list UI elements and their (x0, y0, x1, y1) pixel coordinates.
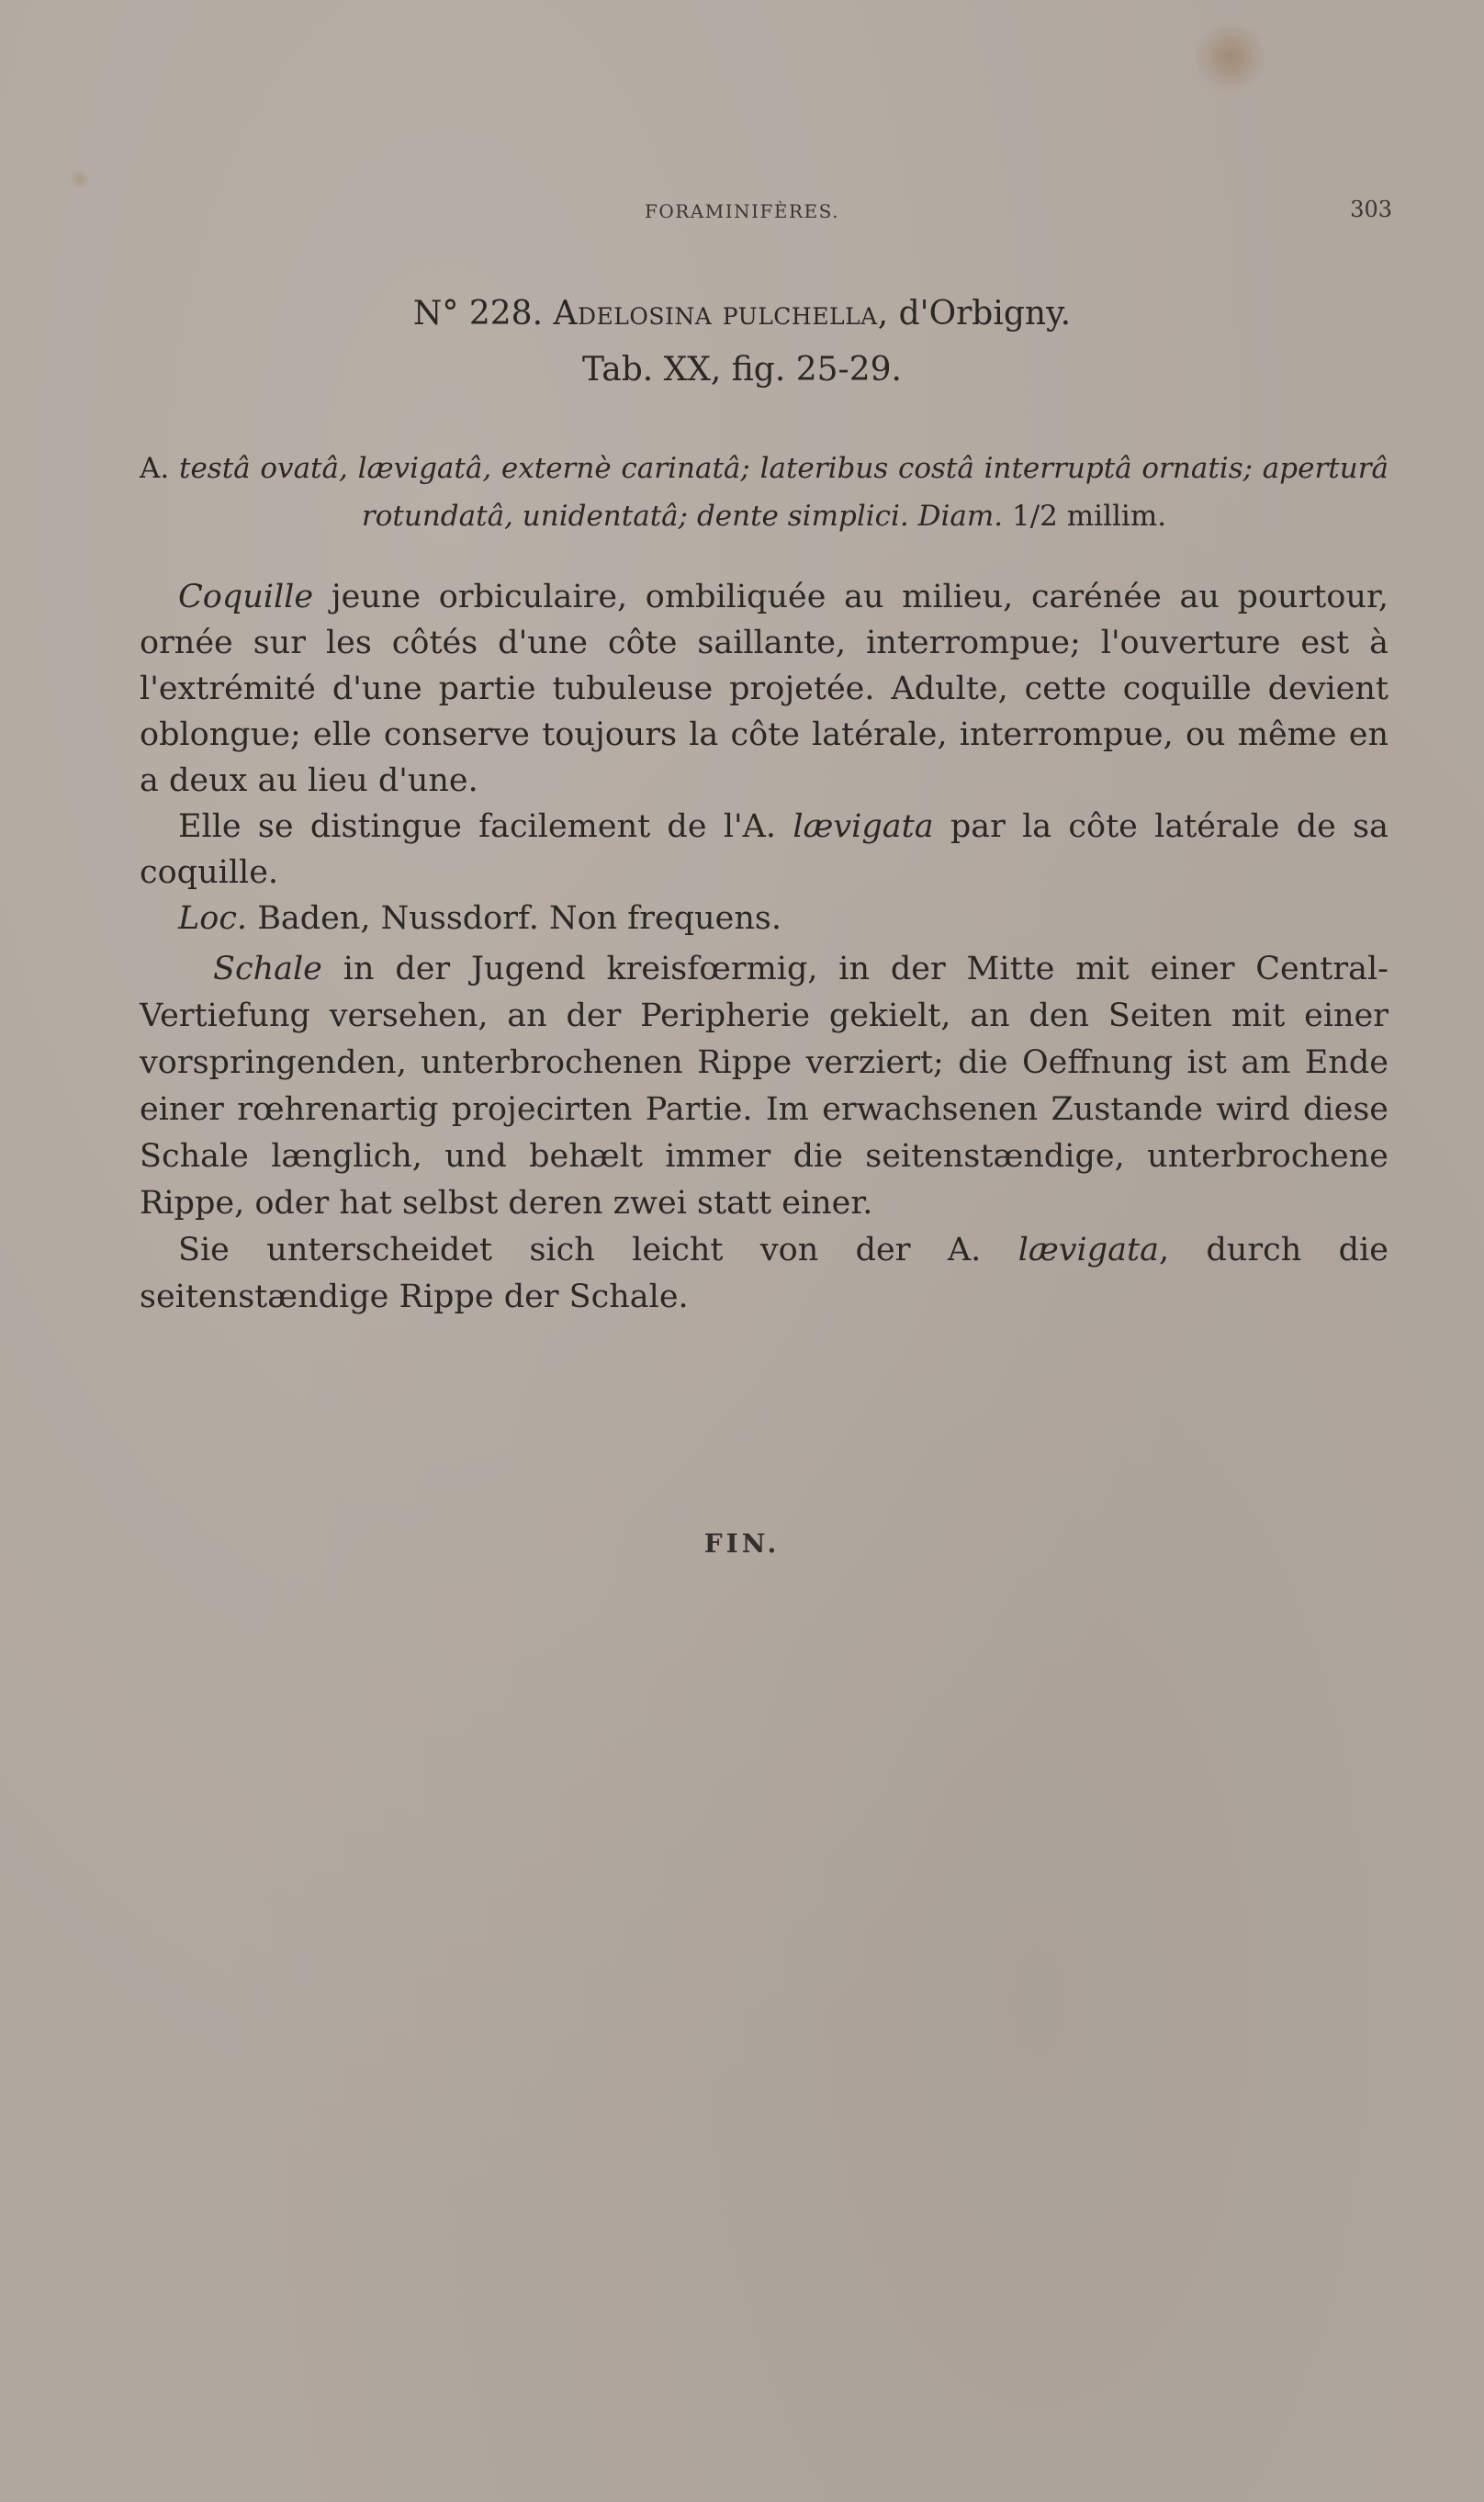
entry-genus: Adelosina (553, 295, 713, 332)
entry-title (0, 296, 1484, 332)
german-compare-species: lævigata (1017, 1232, 1159, 1268)
german-compare-post: , durch die seitenstændige Rippe der Schale. (140, 1232, 1388, 1315)
german-paragraph (140, 1227, 1388, 1321)
french-compare-pre: Elle se distingue facilement de l'A. (178, 808, 777, 845)
german-lead-word: Schale (213, 951, 322, 987)
diagnosis-genus: A. (140, 452, 170, 485)
french-paragraph (140, 804, 1388, 896)
french-compare-post: par la côte latérale de sa coquille. (140, 808, 1388, 891)
diagnosis-diam-value: 1/2 millim. (1012, 500, 1167, 533)
latin-diagnosis (140, 445, 1388, 540)
entry-species: pulchella (722, 295, 878, 332)
german-paragraph (140, 946, 1388, 1227)
page-number: 303 (1350, 197, 1392, 222)
german-compare-pre: Sie unterscheidet sich leicht von der A. (178, 1232, 982, 1268)
french-lead-word: Coquille (178, 579, 314, 615)
paper-stain (1194, 20, 1267, 94)
german-description (140, 946, 1388, 1321)
diagnosis-text: testâ ovatâ, lævigatâ, externè carinatâ; lateribus costâ interruptâ ornatis; aperturâ rotundatâ, unidentatâ; dente simplici. (179, 452, 1388, 533)
locality-label: Loc. (178, 900, 248, 937)
paper-stain (70, 169, 90, 189)
end-mark: FIN. (703, 1528, 781, 1559)
french-paragraph (140, 574, 1388, 804)
diagnosis-diam-label: Diam. (917, 500, 1004, 533)
plate-reference: Tab. XX, fig. 25-29. (582, 351, 902, 389)
french-description (140, 574, 1388, 941)
french-locality (140, 896, 1388, 941)
running-title: FORAMINIFÈRES. (644, 200, 840, 222)
locality-text: Baden, Nussdorf. Non frequens. (257, 900, 781, 937)
entry-number: N° 228. (412, 295, 544, 332)
entry-author: , d'Orbigny. (877, 295, 1072, 332)
french-text: jeune orbiculaire, ombiliquée au milieu, carénée au pourtour, ornée sur les côtés d'une côte saillante, interrompue; l'ouverture est à l'extrémité d'une partie tubuleuse projetée. Adulte, cette coquille devient oblongue; elle conserve toujours la côte latérale, interrompue, ou même en a deux au lieu d'une. (140, 579, 1388, 799)
german-text: in der Jugend kreisfœrmig, in der Mitte mit einer Central-Vertiefung versehen, an der Peripherie gekielt, an den Seiten mit einer vorspringenden, unterbrochenen Rippe verziert; die Oeffnung ist am Ende einer rœhrenartig projecirten Partie. Im erwachsenen Zustande wird diese Schale længlich, und behælt immer die seitenstændige, unterbrochene Rippe, oder hat selbst deren zwei statt einer. (140, 951, 1388, 1222)
french-compare-species: lævigata (793, 808, 934, 845)
